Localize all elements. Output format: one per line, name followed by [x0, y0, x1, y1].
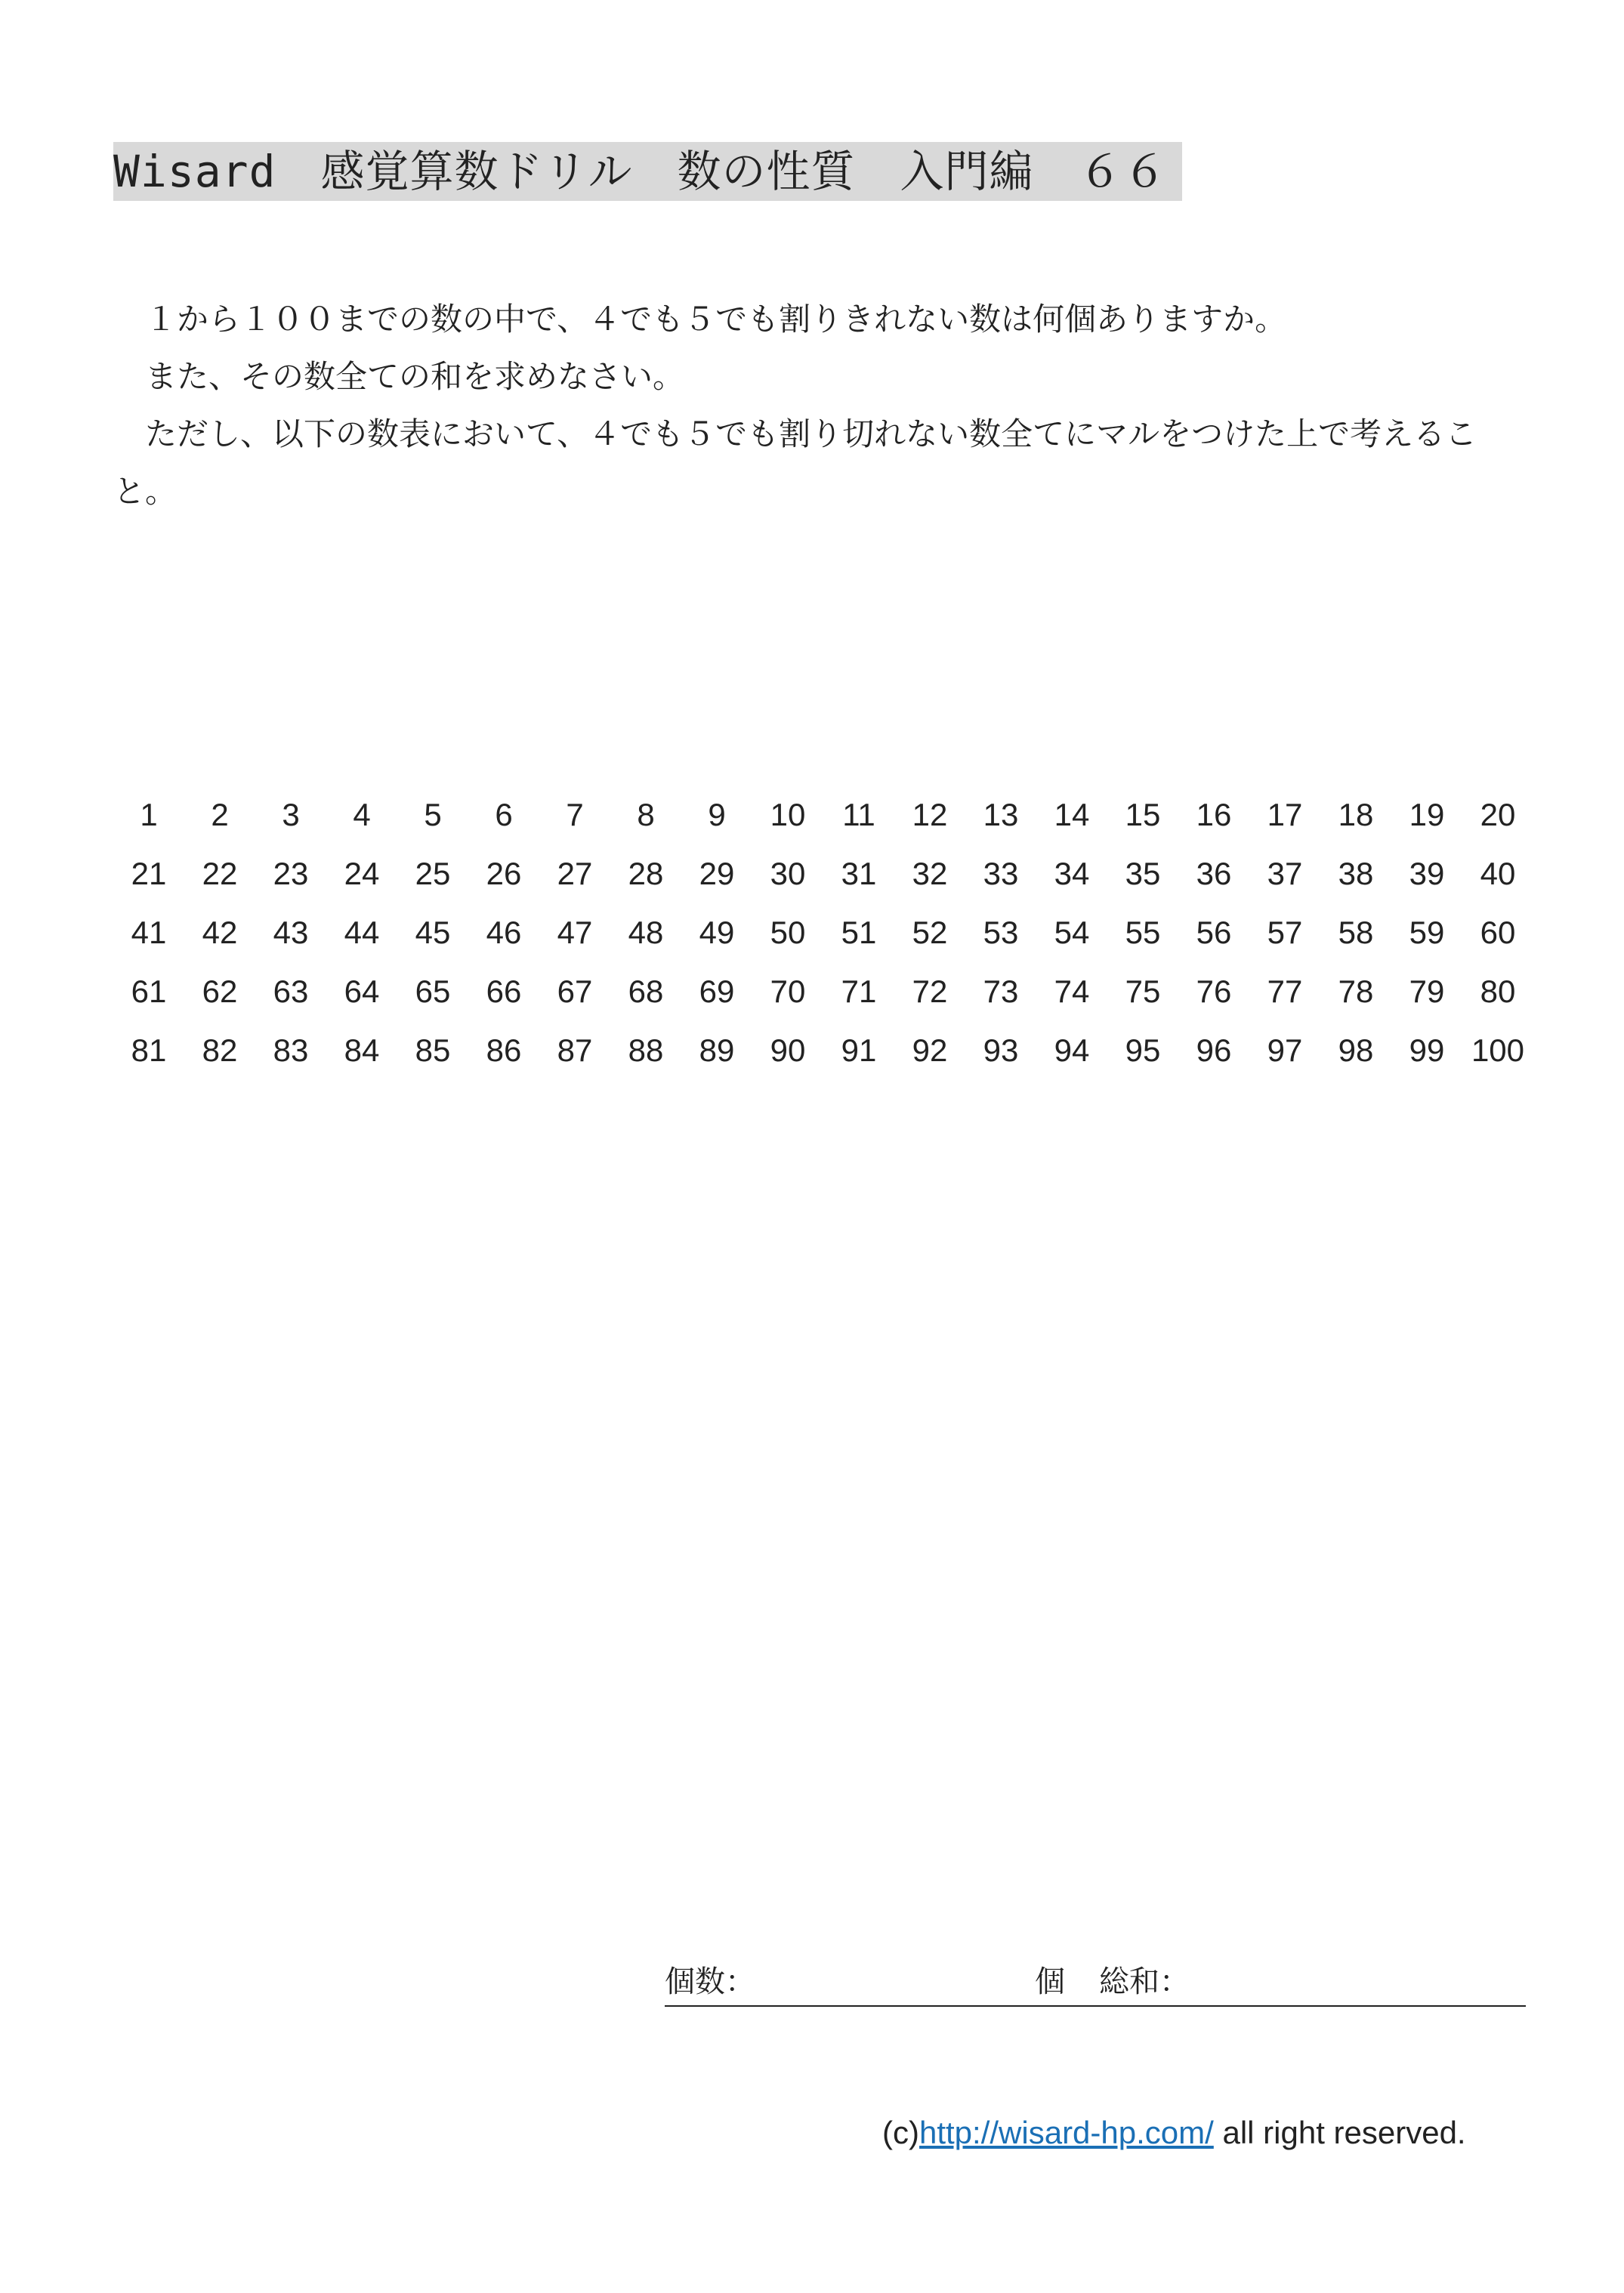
- number-cell: 14: [1054, 797, 1090, 832]
- number-cell: 16: [1196, 797, 1232, 832]
- number-cell: 68: [628, 974, 664, 1009]
- number-cell: 73: [983, 974, 1019, 1009]
- number-cell: 18: [1338, 797, 1374, 832]
- number-cell: 64: [344, 974, 380, 1009]
- number-cell: 98: [1338, 1032, 1374, 1068]
- number-cell: 50: [770, 915, 806, 950]
- question-line-1: １から１００までの数の中で、４でも５でも割りきれない数は何個ありますか。: [145, 301, 1287, 338]
- number-cell: 2: [211, 797, 229, 832]
- number-cell: 45: [415, 915, 451, 950]
- number-cell: 60: [1480, 915, 1516, 950]
- number-cell: 36: [1196, 856, 1232, 891]
- number-cell: 67: [557, 974, 593, 1009]
- number-cell: 69: [699, 974, 735, 1009]
- number-cell: 51: [841, 915, 877, 950]
- number-cell: 74: [1054, 974, 1090, 1009]
- number-cell: 54: [1054, 915, 1090, 950]
- number-cell: 65: [415, 974, 451, 1009]
- number-cell: 40: [1480, 856, 1516, 891]
- number-cell: 35: [1125, 856, 1161, 891]
- number-cell: 100: [1471, 1032, 1525, 1068]
- number-table: [113, 785, 1533, 1080]
- number-cell: 81: [131, 1032, 167, 1068]
- number-cell: 99: [1409, 1032, 1445, 1068]
- number-cell: 87: [557, 1032, 593, 1068]
- copyright-footer: [882, 2115, 1466, 2151]
- website-link[interactable]: http://wisard-hp.com/: [919, 2115, 1214, 2150]
- number-cell: 92: [912, 1032, 948, 1068]
- number-cell: 28: [628, 856, 664, 891]
- number-cell: 31: [841, 856, 877, 891]
- number-cell: 89: [699, 1032, 735, 1068]
- count-label: 個数：: [665, 1964, 755, 1999]
- number-cell: 94: [1054, 1032, 1090, 1068]
- number-cell: 41: [131, 915, 167, 950]
- number-cell: 22: [202, 856, 238, 891]
- number-cell: 57: [1267, 915, 1303, 950]
- number-cell: 11: [842, 797, 875, 832]
- number-cell: 39: [1409, 856, 1445, 891]
- number-cell: 76: [1196, 974, 1232, 1009]
- number-cell: 90: [770, 1032, 806, 1068]
- number-cell: 58: [1338, 915, 1374, 950]
- number-cell: 6: [495, 797, 513, 832]
- number-cell: 95: [1125, 1032, 1161, 1068]
- number-cell: 53: [983, 915, 1019, 950]
- number-cell: 44: [344, 915, 380, 950]
- number-cell: 75: [1125, 974, 1161, 1009]
- count-unit: 個: [1035, 1964, 1065, 1999]
- number-cell: 72: [912, 974, 948, 1009]
- number-cell: 96: [1196, 1032, 1232, 1068]
- copyright-prefix: (c): [882, 2115, 919, 2150]
- number-cell: 52: [912, 915, 948, 950]
- number-cell: 48: [628, 915, 664, 950]
- number-cell: 86: [486, 1032, 522, 1068]
- number-cell: 61: [131, 974, 167, 1009]
- number-cell: 85: [415, 1032, 451, 1068]
- number-cell: 71: [841, 974, 877, 1009]
- number-cell: 78: [1338, 974, 1374, 1009]
- number-cell: 88: [628, 1032, 664, 1068]
- number-cell: 77: [1267, 974, 1303, 1009]
- number-cell: 46: [486, 915, 522, 950]
- number-cell: 29: [699, 856, 735, 891]
- number-cell: 63: [273, 974, 309, 1009]
- number-cell: 66: [486, 974, 522, 1009]
- number-cell: 91: [841, 1032, 877, 1068]
- number-cell: 37: [1267, 856, 1303, 891]
- number-cell: 83: [273, 1032, 309, 1068]
- number-cell: 21: [131, 856, 167, 891]
- number-cell: 42: [202, 915, 238, 950]
- number-cell: 26: [486, 856, 522, 891]
- number-cell: 30: [770, 856, 806, 891]
- number-cell: 70: [770, 974, 806, 1009]
- number-cell: 12: [912, 797, 948, 832]
- number-cell: 97: [1267, 1032, 1303, 1068]
- number-cell: 55: [1125, 915, 1161, 950]
- number-cell: 13: [983, 797, 1019, 832]
- number-cell: 32: [912, 856, 948, 891]
- number-cell: 56: [1196, 915, 1232, 950]
- number-cell: 10: [770, 797, 806, 832]
- copyright-suffix: all right reserved.: [1213, 2115, 1466, 2150]
- number-cell: 15: [1125, 797, 1161, 832]
- number-cell: 93: [983, 1032, 1019, 1068]
- question-text: [113, 291, 1533, 520]
- number-cell: 17: [1267, 797, 1303, 832]
- question-line-2: また、その数全ての和を求めなさい。: [145, 358, 685, 395]
- number-cell: 49: [699, 915, 735, 950]
- number-cell: 19: [1409, 797, 1445, 832]
- number-cell: 23: [273, 856, 309, 891]
- number-cell: 59: [1409, 915, 1445, 950]
- number-cell: 33: [983, 856, 1019, 891]
- number-cell: 79: [1409, 974, 1445, 1009]
- number-cell: 1: [140, 797, 158, 832]
- number-cell: 62: [202, 974, 238, 1009]
- number-cell: 25: [415, 856, 451, 891]
- number-cell: 20: [1480, 797, 1516, 832]
- question-line-3: ただし、以下の数表において、４でも５でも割り切れない数全てにマルをつけた上で考えること。: [113, 415, 1477, 510]
- number-cell: 8: [637, 797, 655, 832]
- number-cell: 27: [557, 856, 593, 891]
- number-cell: 34: [1054, 856, 1090, 891]
- number-cell: 84: [344, 1032, 380, 1068]
- answer-line: [665, 1952, 1526, 2007]
- number-cell: 24: [344, 856, 380, 891]
- number-cell: 38: [1338, 856, 1374, 891]
- number-cell: 80: [1480, 974, 1516, 1009]
- number-cell: 9: [708, 797, 726, 832]
- number-cell: 5: [424, 797, 442, 832]
- number-cell: 4: [353, 797, 371, 832]
- page-title: Wisard 感覚算数ドリル 数の性質 入門編 ６６: [113, 142, 1182, 201]
- number-cell: 3: [282, 797, 300, 832]
- number-cell: 43: [273, 915, 309, 950]
- number-cell: 47: [557, 915, 593, 950]
- number-cell: 82: [202, 1032, 238, 1068]
- number-cell: 7: [566, 797, 584, 832]
- sum-label: 総和：: [1099, 1964, 1190, 1999]
